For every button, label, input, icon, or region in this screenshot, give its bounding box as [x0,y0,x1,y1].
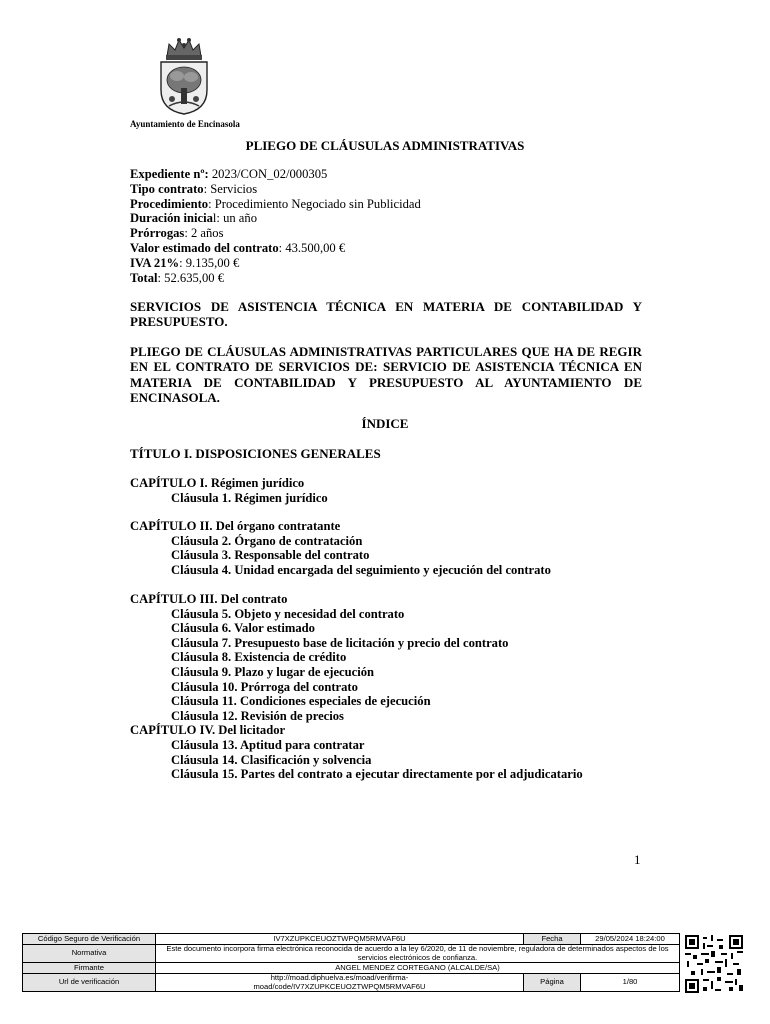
detail-expediente: Expediente nº: 2023/CON_02/000305 [130,167,328,181]
clause-item: Cláusula 14. Clasificación y solvencia [171,752,372,767]
firmante-value: ANGEL MENDEZ CORTEGANO (ALCALDE/SA) [156,963,680,974]
contract-subject: SERVICIOS DE ASISTENCIA TÉCNICA EN MATERIA DE CONTABILIDAD Y PRESUPUESTO. [130,299,642,330]
organization-name: Ayuntamiento de Encinasola [130,119,240,129]
title-heading: TÍTULO I. DISPOSICIONES GENERALES [130,446,381,461]
index-heading: ÍNDICE [361,416,409,431]
toc-chapter-2 [130,519,690,577]
fecha-label: Fecha [524,934,581,945]
chapter-heading: CAPÍTULO II. Del órgano contratante [130,519,341,533]
detail-tipo-contrato: Tipo contrato: Servicios [130,181,258,196]
csv-label: Código Seguro de Verificación [23,934,156,945]
toc-chapter-3-4 [130,592,690,782]
pagina-label: Página [524,974,581,992]
clause-item: Cláusula 4. Unidad encargada del seguimiento y ejecución del contrato [171,562,551,577]
toc-chapter-1 [130,476,690,505]
clause-item: Cláusula 11. Condiciones especiales de ejecución [171,694,431,709]
detail-duracion: Duración inicial: un año [130,211,257,226]
clause-item: Cláusula 10. Prórroga del contrato [171,679,358,694]
file-details [130,167,650,285]
detail-iva: IVA 21%: 9.135,00 € [130,255,240,270]
clause-item: Cláusula 15. Partes del contrato a ejecutar directamente por el adjudicatario [171,767,583,782]
normativa-value: Este documento incorpora firma electrónica reconocida de acuerdo a la ley 6/2020, de 11 de noviembre, reguladora de determinados aspectos de los servicios electrónicos de confianza. [156,945,680,963]
fecha-value: 29/05/2024 18:24:00 [581,934,680,945]
url-line-2[interactable]: moad/code/IV7XZUPKCEUOZTWPQM5RMVAF6U [253,981,426,991]
detail-procedimiento: Procedimiento: Procedimiento Negociado sin Publicidad [130,196,421,211]
chapter-heading: CAPÍTULO IV. Del licitador [130,723,286,738]
chapter-heading: CAPÍTULO III. Del contrato [130,592,288,606]
clause-item: Cláusula 5. Objeto y necesidad del contrato [171,606,405,621]
clause-item: Cláusula 9. Plazo y lugar de ejecución [171,664,375,679]
pagina-value: 1/80 [581,974,680,992]
url-value[interactable] [156,974,524,992]
detail-total: Total: 52.635,00 € [130,270,224,285]
clause-item: Cláusula 6. Valor estimado [171,621,315,636]
csv-value: IV7XZUPKCEUOZTWPQM5RMVAF6U [156,934,524,945]
firmante-label: Firmante [23,963,156,974]
clause-item: Cláusula 12. Revisión de precios [171,708,344,723]
contract-description: PLIEGO DE CLÁUSULAS ADMINISTRATIVAS PARTICULARES QUE HA DE REGIR EN EL CONTRATO DE SERVICIOS DE: SERVICIO DE ASISTENCIA TÉCNICA EN MATERIA DE CONTABILIDAD Y PRESUPUESTO AL AYUNTAMIENTO DE ENCINASOLA. [130,344,642,406]
normativa-label: Normativa [23,945,156,963]
clause-item: Cláusula 1. Régimen jurídico [171,490,328,505]
verification-footer [22,933,680,992]
clause-item: Cláusula 3. Responsable del contrato [171,548,370,563]
qr-code-icon [685,935,743,993]
url-line-1[interactable]: http://moad.diphuelva.es/moad/verifirma- [270,973,409,983]
chapter-heading: CAPÍTULO I. Régimen jurídico [130,476,305,490]
clause-item: Cláusula 7. Presupuesto base de licitación y precio del contrato [171,635,509,650]
page-number: 1 [634,852,641,867]
detail-valor-estimado: Valor estimado del contrato: 43.500,00 € [130,240,346,255]
clause-item: Cláusula 8. Existencia de crédito [171,650,347,665]
clause-item: Cláusula 2. Órgano de contratación [171,533,363,548]
detail-prorrogas: Prórrogas: 2 años [130,226,224,241]
document-title: PLIEGO DE CLÁUSULAS ADMINISTRATIVAS [245,138,525,153]
url-label: Url de verificación [23,974,156,992]
coat-of-arms-icon [155,36,213,116]
clause-item: Cláusula 13. Aptitud para contratar [171,737,365,752]
